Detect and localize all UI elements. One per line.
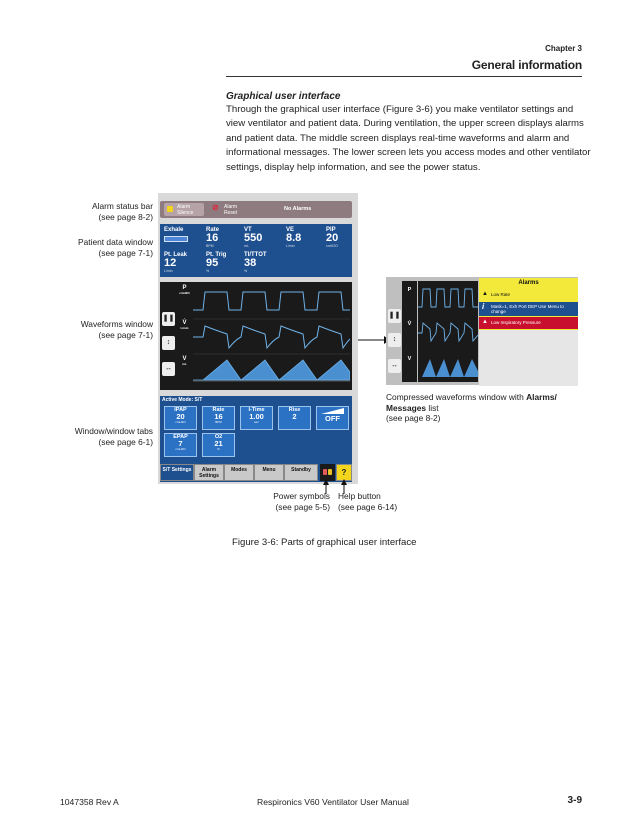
alarm-item-low-rate[interactable]: ▲ Low Rate: [479, 289, 578, 301]
figure-caption: Figure 3-6: Parts of graphical user interface: [232, 537, 417, 548]
section-paragraph: Through the graphical user interface (Figure 3-6) you make ventilator settings and view ventilator and patient data. During ventilation, the upper screen displays alarms and patient data. The middle screen displays real-time waveforms and alarm and informational messages. The lower screen lets you access modes and other ventilator settings, display help information, and see the power status.: [226, 104, 591, 173]
manual-title: Respironics V60 Ventilator User Manual: [257, 797, 409, 807]
data-pt-leak: Pt. Leak 12 L/min: [164, 252, 188, 273]
alarm-status-bar: [160, 201, 352, 218]
wave-label-p: P cmH2O: [179, 285, 190, 295]
label-waveforms-window: Waveforms window (see page 7-1): [80, 319, 153, 340]
setting-rise[interactable]: Rise 2: [278, 406, 311, 430]
label-patient-data-window: Patient data window (see page 7-1): [78, 237, 153, 258]
arrow-to-compressed: [300, 330, 390, 355]
setting-epap[interactable]: EPAP 7 cmH2O: [164, 433, 197, 457]
breath-phase-indicator: [164, 236, 188, 242]
data-vt: VT 550 mL: [244, 227, 263, 248]
warning-icon: ▲: [482, 319, 488, 325]
alarm-status-text: No Alarms: [284, 206, 312, 212]
tab-st-settings[interactable]: S/T Settings: [160, 464, 194, 481]
help-icon: ?: [341, 468, 347, 477]
patient-data-window: [160, 224, 352, 277]
data-ti-ttot: TI/TTOT 38 %: [244, 252, 267, 273]
sweep-button-compressed[interactable]: ↔: [388, 359, 401, 373]
ac-power-icon: [328, 469, 332, 475]
label-power-symbols: Power symbols (see page 5-5): [273, 491, 330, 512]
battery-icon: [323, 469, 327, 475]
compressed-waveforms: [418, 281, 478, 382]
data-rate: Rate 16 BPM: [206, 227, 220, 248]
message-item-mask[interactable]: i Mask=1, Exh Port DEP Use Menu to change: [479, 302, 578, 316]
active-mode-label: Active Mode: S/T: [162, 397, 203, 403]
data-pt-trig: Pt. Trig 95 %: [206, 252, 227, 273]
doc-number: 1047358 Rev A: [60, 797, 119, 807]
setting-o2[interactable]: O2 21 %: [202, 433, 235, 457]
scale-button[interactable]: ↕: [162, 336, 175, 350]
alarms-title: Alarms: [479, 278, 578, 288]
label-window-tabs: Window/window tabs (see page 6-1): [74, 426, 153, 447]
tab-menu[interactable]: Menu: [254, 464, 284, 481]
bell-icon: [167, 206, 173, 212]
compressed-traces: [418, 281, 478, 382]
sweep-button[interactable]: ↔: [162, 362, 175, 376]
warning-icon: ▲: [482, 291, 488, 297]
alarms-messages-list: [479, 278, 578, 386]
alarm-reset-icon: ⊘: [212, 203, 219, 212]
section-heading: Graphical user interface: [226, 91, 341, 102]
setting-i-time[interactable]: I-Time 1.00 sec: [240, 406, 273, 430]
data-ve: VE 8.8 L/min: [286, 227, 302, 248]
freeze-button[interactable]: ❚❚: [162, 312, 175, 326]
compressed-wave-labels: P V̇ V: [402, 281, 417, 382]
tab-standby[interactable]: Standby: [284, 464, 318, 481]
data-exhale: Exhale: [164, 227, 188, 242]
setting-ramp[interactable]: OFF: [316, 406, 349, 430]
data-pip: PIP 20 cmH2O: [326, 227, 339, 248]
info-icon: i: [482, 302, 485, 311]
alarm-item-low-insp-pressure[interactable]: ▲ Low Inspiratory Pressure: [479, 317, 578, 329]
tab-alarm-settings[interactable]: Alarm Settings: [194, 464, 224, 481]
freeze-button-compressed[interactable]: ❚❚: [388, 309, 401, 323]
label-compressed-window: Compressed waveforms window with Alarms/ Messages list (see page 8-2): [386, 392, 557, 423]
tab-modes[interactable]: Modes: [224, 464, 254, 481]
alarm-silence-button[interactable]: Alarm Silence: [164, 203, 204, 216]
alarms-list-empty: [479, 330, 578, 386]
header-rule: [226, 76, 582, 77]
setting-rate[interactable]: Rate 16 BPM: [202, 406, 235, 430]
alarm-reset-button[interactable]: ⊘ Alarm Reset: [212, 203, 238, 216]
page-number: 3-9: [567, 795, 582, 806]
wave-label-flow: V̇ L/min: [180, 320, 189, 330]
wave-label-v: V mL: [182, 356, 187, 366]
setting-ipap[interactable]: IPAP 20 cmH2O: [164, 406, 197, 430]
label-help-button: Help button (see page 6-14): [338, 491, 398, 512]
chapter-title: General information: [471, 58, 582, 72]
scale-button-compressed[interactable]: ↕: [388, 333, 401, 347]
chapter-label: Chapter 3: [545, 44, 582, 53]
label-alarm-status-bar: Alarm status bar (see page 8-2): [92, 201, 153, 222]
